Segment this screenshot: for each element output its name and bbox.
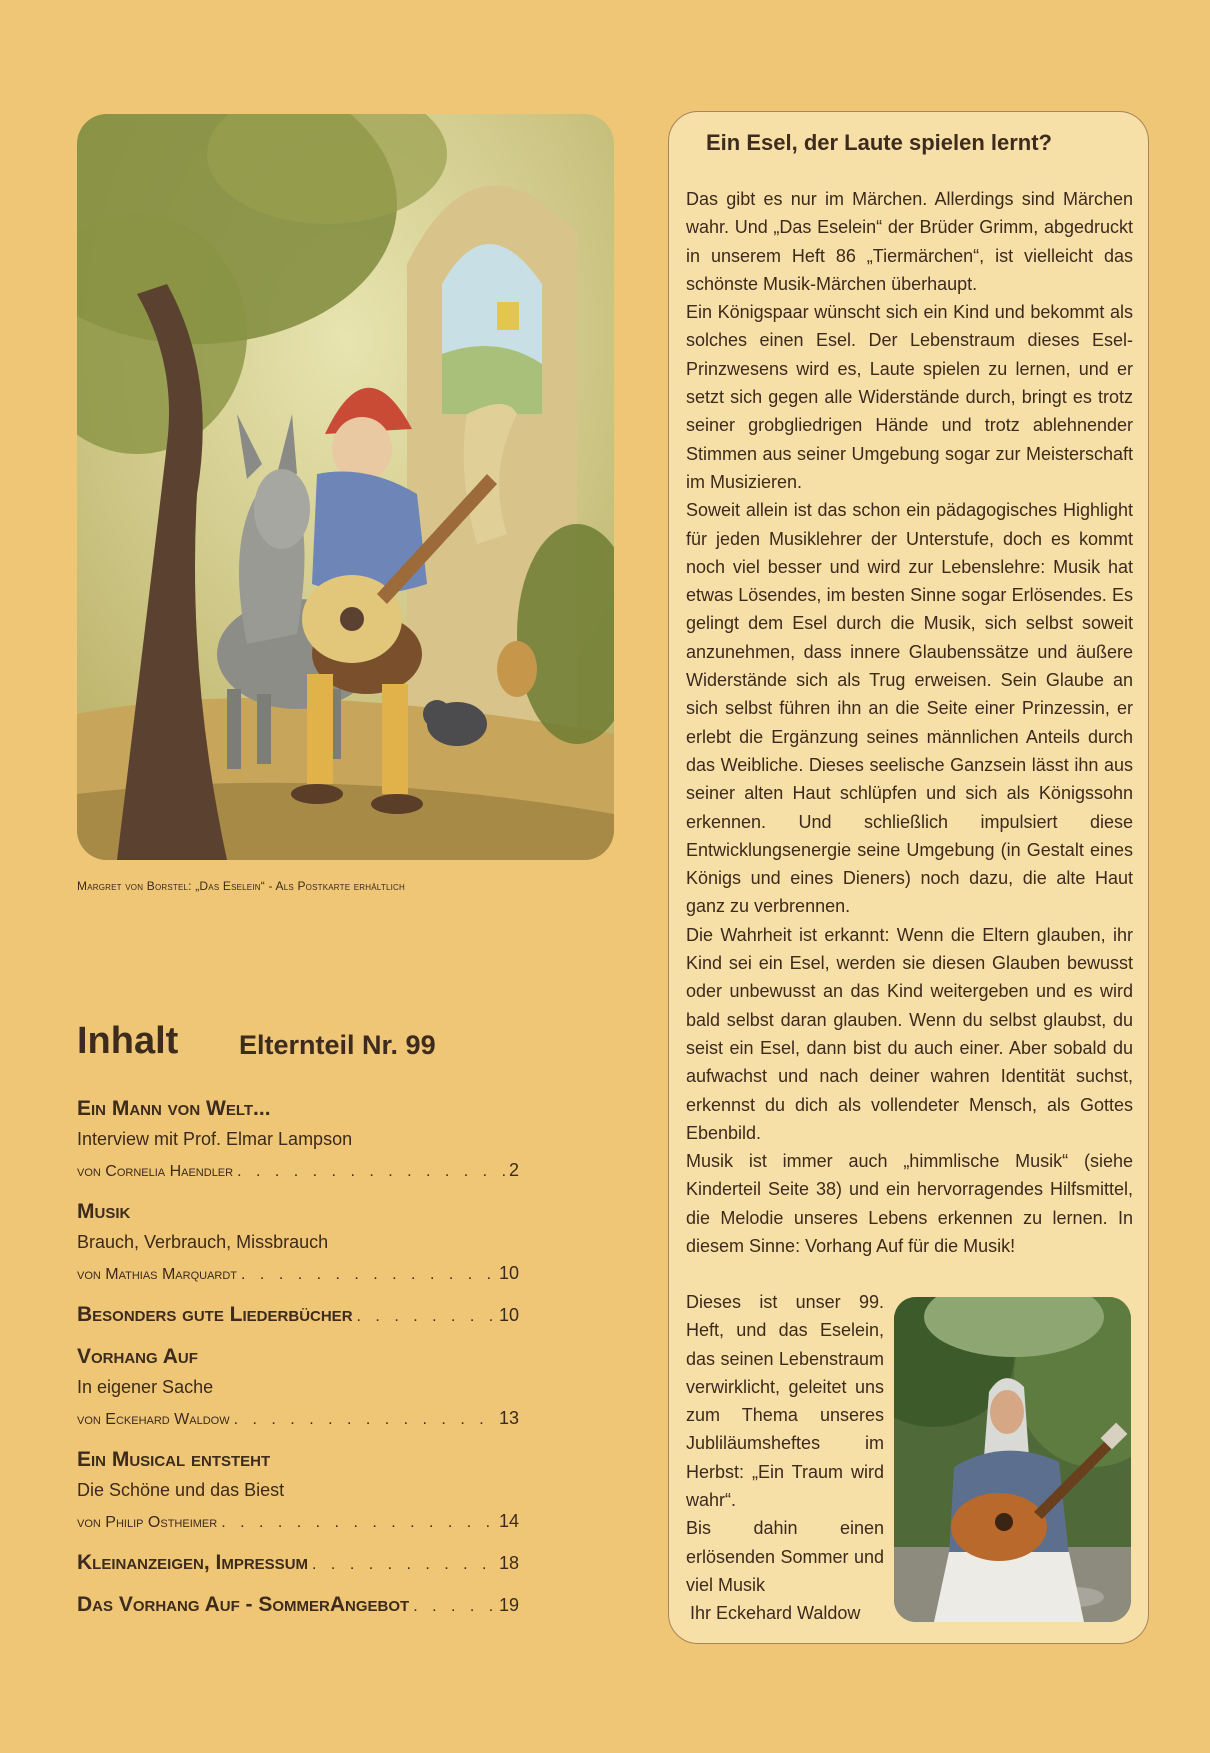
toc-entry-page: 14 [498,1511,519,1531]
toc-entry-heading: Das Vorhang Auf - SommerAngebot [77,1593,410,1616]
toc-entry-heading: Musik [77,1200,131,1223]
toc-entry-author: von Mathias Marquardt [77,1266,238,1283]
toc-issue-subtitle: Elternteil Nr. 99 [239,1030,436,1060]
toc-entry-line [77,1548,519,1580]
toc-entry [77,1445,519,1538]
toc-entry-heading: Ein Mann von Welt... [77,1097,271,1120]
closing-note [686,1288,884,1628]
toc-entry-page: 19 [498,1595,519,1615]
signature: Ihr Eckehard Waldow [690,1603,861,1624]
toc-dot-leader [413,1591,495,1622]
toc-entry-desc: Brauch, Verbrauch, Missbrauch [77,1232,329,1252]
toc-entry-page: 10 [498,1305,519,1325]
toc-entry-line [77,1590,519,1622]
toc-entry [77,1548,519,1580]
article-paragraph: Ein Königspaar wünscht sich ein Kind und bekommt als solches einen Esel. Der Lebenstraum dieses Esel-Prinzwesens wird es, Laute spielen zu lernen, und er setzt sich gegen alle Widerstände durch, bringt es trotz seiner grobgliedrigen Hände und trotz ablehnender Stimmen aus seiner Umgebung sogar zur Meisterschaft im Musizieren. [686,302,1133,492]
toc-entry-page: 18 [498,1553,519,1573]
toc-entry-author: von Eckehard Waldow [77,1411,230,1428]
article-paragraph: Soweit allein ist das schon ein pädagogisches Highlight für jeden Musiklehrer der Unterstufe, doch es kommt noch viel besser und wird zur Lebenslehre: Musik hat etwas Lösendes, im besten Sinne sogar Erlösendes. Es gelingt dem Esel durch die Musik, sich selbst soweit anzunehmen, dass innere Glaubenssätze und äußere Widerstände sich als Trug erweisen. Sein Glaube an sich selbst führen ihn an die Seite einer Prinzessin, er erlebt die Ergänzung seines männlichen Anteils durch das Weibliche. Dieses seelische Ganzsein lässt ihn aus seiner alten Haut schlüpfen und sich als Königssohn erkennen. Und schließlich impulsiert diese Entwicklungsenergie seine Umgebung (in Gestalt eines Königs und eines Dieners) noch dazu, die alte Haut ganz zu verbrennen. [686,500,1133,917]
toc-dot-leader [357,1301,495,1332]
editorial-box [668,111,1149,1644]
toc-entry [77,1300,519,1332]
toc-entry-desc: Die Schöne und das Biest [77,1480,285,1500]
toc-entry-page: 2 [508,1160,519,1180]
illustration-caption: Margret von Borstel: „Das Eselein“ - Als Postkarte erhältlich [77,879,405,893]
eselein-illustration [77,114,614,860]
toc-entry-line [77,1258,519,1290]
toc-entry-heading: Besonders gute Liederbücher [77,1303,353,1326]
toc-dot-leader [312,1549,495,1580]
toc-entry-author: von Philip Ostheimer [77,1514,218,1531]
toc-dot-leader [221,1507,495,1538]
toc-entry-page: 10 [498,1263,519,1283]
toc-dot-leader [237,1156,505,1187]
toc-entry [77,1342,519,1435]
article-paragraph: Musik ist immer auch „himmlische Musik“ (siehe Kinderteil Seite 38) und ein hervorragendes Hilfsmittel, die Melodie unseres Lebens erkennen zu lernen. In diesem Sinne: Vorhang Auf für die Musik! [686,1151,1133,1256]
toc-title: Inhalt [77,1020,179,1062]
toc-entry-line [77,1300,519,1332]
article-paragraph: Die Wahrheit ist erkannt: Wenn die Eltern glauben, ihr Kind sei ein Esel, werden sie diesen Glauben bewusst oder unbewusst an das Kind weitergeben und es wird bald selbst daran glauben. Wenn du selbst glaubst, du seist ein Esel, dann bist du auch einer. Aber sobald du aufwachst und nach deiner wahren Identität suchst, erkennst du dich als vollendeter Mensch, als Gottes Ebenbild. [686,924,1133,1143]
toc-dot-leader [234,1404,495,1435]
toc-entry-desc: In eigener Sache [77,1377,214,1397]
toc-entry [77,1590,519,1622]
closing-paragraph: Bis dahin einen erlösenden Sommer und viel Musik [686,1518,884,1595]
toc-entry [77,1197,519,1290]
toc-header [77,1020,597,1070]
toc-entry-line [77,1155,519,1187]
toc-entry [77,1094,519,1187]
toc-entry-author: von Cornelia Haendler [77,1163,234,1180]
toc-entry-page: 13 [498,1408,519,1428]
toc-dot-leader [241,1259,495,1290]
table-of-contents [77,1094,519,1632]
article-title: Ein Esel, der Laute spielen lernt? [706,130,1052,155]
closing-paragraph: Dieses ist unser 99. Heft, und das Eselein, das seinen Lebenstraum verwirklicht, geleitet uns zum Thema unseres Jubliläumsheftes im Herbst: „Ein Traum wird wahr“. [686,1292,884,1511]
toc-entry-heading: Kleinanzeigen, Impressum [77,1551,309,1574]
toc-entry-desc: Interview mit Prof. Elmar Lampson [77,1129,353,1149]
article-body [686,185,1133,1260]
toc-entry-heading: Ein Musical entsteht [77,1448,271,1471]
toc-entry-line [77,1506,519,1538]
author-guitar-photo [894,1297,1131,1622]
article-paragraph: Das gibt es nur im Märchen. Allerdings sind Märchen wahr. Und „Das Eselein“ der Brüder Grimm, abgedruckt in unserem Heft 86 „Tiermärchen“, ist vielleicht das schönste Musik-Märchen überhaupt. [686,189,1133,294]
toc-entry-heading: Vorhang Auf [77,1345,198,1368]
toc-entry-line [77,1403,519,1435]
